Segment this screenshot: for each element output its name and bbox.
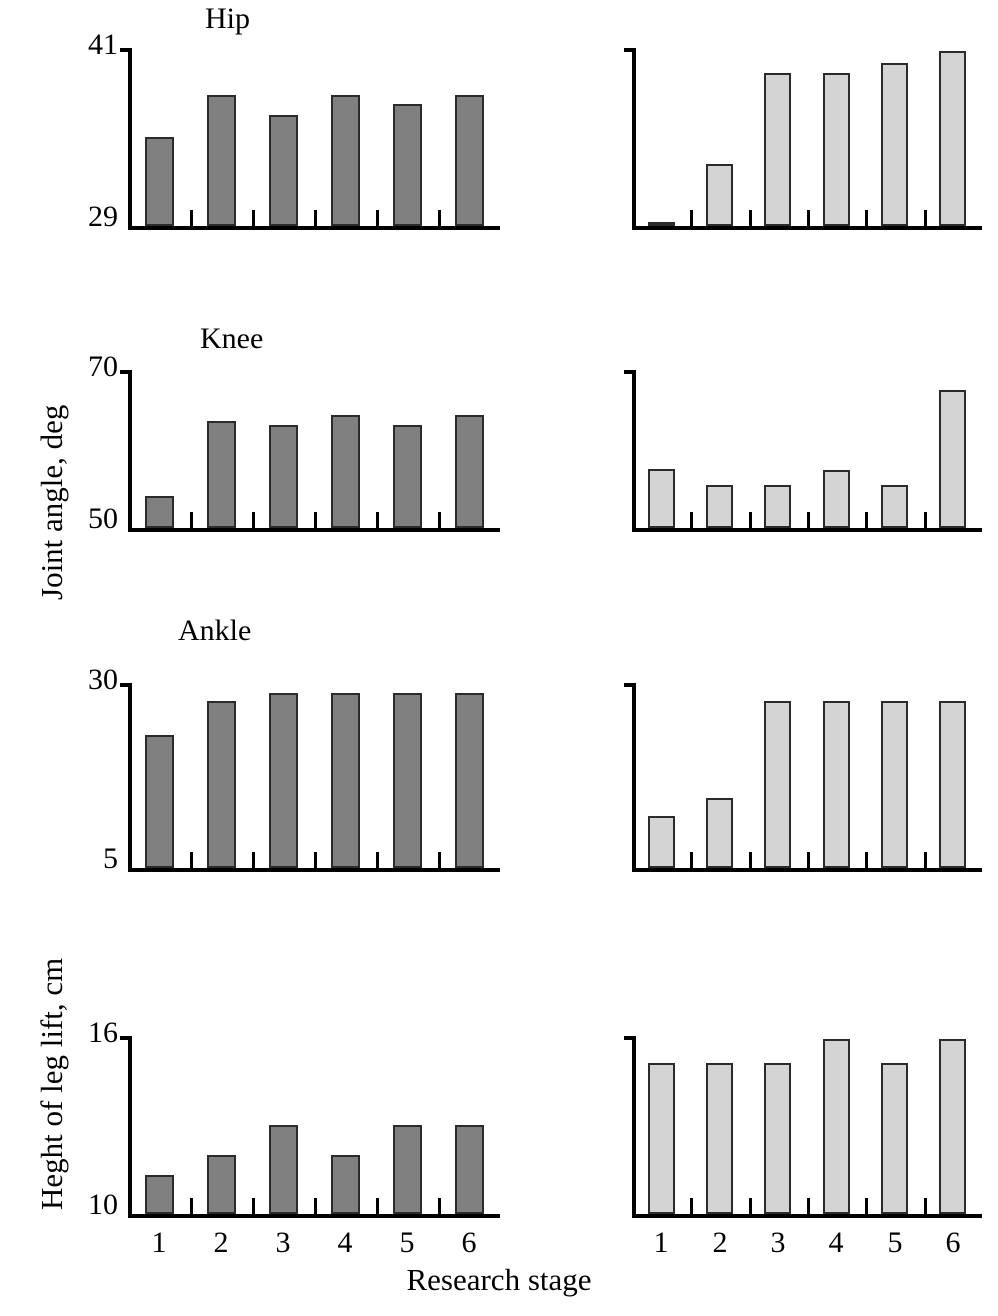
- bar: [455, 693, 484, 868]
- bar: [331, 1155, 360, 1214]
- bar: [764, 1063, 791, 1214]
- x-tick-label: 1: [653, 1226, 669, 1259]
- bar: [269, 1125, 298, 1214]
- bar: [939, 701, 966, 868]
- bar: [881, 63, 908, 226]
- bar: [706, 1063, 733, 1214]
- bar: [269, 115, 298, 226]
- x-axis-tick: [314, 852, 317, 868]
- bar: [331, 95, 360, 226]
- y-axis-label-leg-lift: Heght of leg lift, cm: [34, 957, 69, 1210]
- y-tick-label-min: 50: [88, 502, 118, 535]
- x-axis-tick: [190, 512, 193, 528]
- y-axis-label-joint-angle: Joint angle, deg: [34, 404, 69, 600]
- x-axis-tick: [438, 852, 441, 868]
- chart-title: Ankle: [178, 614, 252, 647]
- x-axis-tick: [807, 210, 810, 226]
- y-tick-label-min: 29: [88, 200, 118, 233]
- x-axis-tick: [438, 1198, 441, 1214]
- bar: [207, 701, 236, 868]
- bar: [207, 1155, 236, 1214]
- y-axis-line: [632, 683, 636, 868]
- y-axis-line: [128, 683, 132, 868]
- x-axis-tick: [314, 210, 317, 226]
- bar: [393, 425, 422, 528]
- x-axis-tick: [314, 1198, 317, 1214]
- y-axis-top-cap: [120, 1036, 132, 1040]
- bar: [145, 1175, 174, 1214]
- x-axis-tick: [924, 512, 927, 528]
- x-axis-line: [632, 528, 982, 532]
- x-axis-line: [128, 528, 500, 532]
- bar: [269, 693, 298, 868]
- x-tick-label: 5: [399, 1226, 415, 1259]
- x-axis-line: [128, 1214, 500, 1218]
- x-axis-tick: [690, 852, 693, 868]
- x-axis-tick: [376, 210, 379, 226]
- y-axis-line: [128, 48, 132, 226]
- x-tick-label: 3: [770, 1226, 786, 1259]
- bar: [823, 470, 850, 528]
- bar: [706, 798, 733, 868]
- x-axis-tick: [252, 210, 255, 226]
- bar: [207, 95, 236, 226]
- bar: [881, 1063, 908, 1214]
- x-tick-label: 3: [275, 1226, 291, 1259]
- bar: [823, 1039, 850, 1214]
- bar: [706, 485, 733, 528]
- x-axis-tick: [190, 210, 193, 226]
- bar: [455, 415, 484, 528]
- bar: [648, 816, 675, 868]
- x-tick-label: 2: [213, 1226, 229, 1259]
- x-axis-tick: [376, 512, 379, 528]
- y-axis-line: [128, 1036, 132, 1214]
- chart-title: Knee: [200, 322, 264, 355]
- bar: [145, 735, 174, 868]
- x-axis-tick: [690, 1198, 693, 1214]
- x-axis-tick: [190, 1198, 193, 1214]
- bar: [207, 421, 236, 528]
- bar: [145, 496, 174, 528]
- x-axis-tick: [690, 512, 693, 528]
- bar: [939, 51, 966, 226]
- x-axis-tick: [749, 852, 752, 868]
- x-axis-tick: [190, 852, 193, 868]
- bar: [823, 701, 850, 868]
- y-tick-label-min: 10: [88, 1188, 118, 1221]
- bar: [764, 73, 791, 226]
- x-axis-line: [632, 1214, 982, 1218]
- y-axis-line: [632, 370, 636, 528]
- y-axis-top-cap: [120, 48, 132, 52]
- x-axis-tick: [690, 210, 693, 226]
- x-tick-label: 4: [828, 1226, 844, 1259]
- bar: [331, 415, 360, 528]
- x-tick-label: 4: [337, 1226, 353, 1259]
- x-axis-tick: [749, 210, 752, 226]
- bar: [939, 390, 966, 528]
- bar: [881, 485, 908, 528]
- bar: [648, 469, 675, 528]
- y-axis-top-cap: [624, 1036, 636, 1040]
- bar: [648, 222, 675, 226]
- x-axis-tick: [807, 1198, 810, 1214]
- y-axis-line: [632, 48, 636, 226]
- bar: [706, 164, 733, 226]
- x-tick-label: 1: [151, 1226, 167, 1259]
- y-axis-top-cap: [624, 48, 636, 52]
- x-tick-label: 6: [461, 1226, 477, 1259]
- bar: [648, 1063, 675, 1214]
- x-axis-tick: [749, 512, 752, 528]
- x-axis-line: [632, 868, 982, 872]
- x-axis-tick: [924, 1198, 927, 1214]
- chart-title: Hip: [205, 2, 250, 35]
- x-axis-tick: [865, 512, 868, 528]
- y-tick-label-max: 30: [88, 663, 118, 696]
- y-axis-line: [632, 1036, 636, 1214]
- bar: [881, 701, 908, 868]
- y-tick-label-max: 16: [88, 1016, 118, 1049]
- x-axis-line: [128, 868, 500, 872]
- bar: [455, 1125, 484, 1214]
- y-axis-line: [128, 370, 132, 528]
- y-axis-top-cap: [120, 683, 132, 687]
- x-axis-tick: [807, 852, 810, 868]
- bar: [331, 693, 360, 868]
- x-axis-tick: [376, 1198, 379, 1214]
- y-tick-label-max: 41: [88, 28, 118, 61]
- x-axis-tick: [865, 1198, 868, 1214]
- bar: [455, 95, 484, 226]
- x-axis-tick: [376, 852, 379, 868]
- bar: [393, 104, 422, 226]
- x-tick-label: 2: [712, 1226, 728, 1259]
- x-axis-tick: [924, 852, 927, 868]
- y-tick-label-min: 5: [103, 842, 118, 875]
- x-axis-tick: [749, 1198, 752, 1214]
- bar: [393, 693, 422, 868]
- x-axis-tick: [438, 210, 441, 226]
- x-axis-tick: [252, 852, 255, 868]
- x-tick-label: 5: [887, 1226, 903, 1259]
- x-axis-line: [128, 226, 500, 230]
- bar: [145, 137, 174, 226]
- x-axis-label-research-stage: Research stage: [406, 1262, 592, 1297]
- bar: [939, 1039, 966, 1214]
- bar: [393, 1125, 422, 1214]
- x-tick-label: 6: [945, 1226, 961, 1259]
- x-axis-tick: [314, 512, 317, 528]
- x-axis-tick: [438, 512, 441, 528]
- bar: [269, 425, 298, 528]
- bar: [764, 701, 791, 868]
- x-axis-tick: [252, 512, 255, 528]
- y-tick-label-max: 70: [88, 350, 118, 383]
- bar: [764, 485, 791, 528]
- x-axis-tick: [865, 210, 868, 226]
- bar: [823, 73, 850, 226]
- y-axis-top-cap: [624, 683, 636, 687]
- x-axis-line: [632, 226, 982, 230]
- x-axis-tick: [807, 512, 810, 528]
- x-axis-tick: [924, 210, 927, 226]
- y-axis-top-cap: [624, 370, 636, 374]
- x-axis-tick: [252, 1198, 255, 1214]
- y-axis-top-cap: [120, 370, 132, 374]
- x-axis-tick: [865, 852, 868, 868]
